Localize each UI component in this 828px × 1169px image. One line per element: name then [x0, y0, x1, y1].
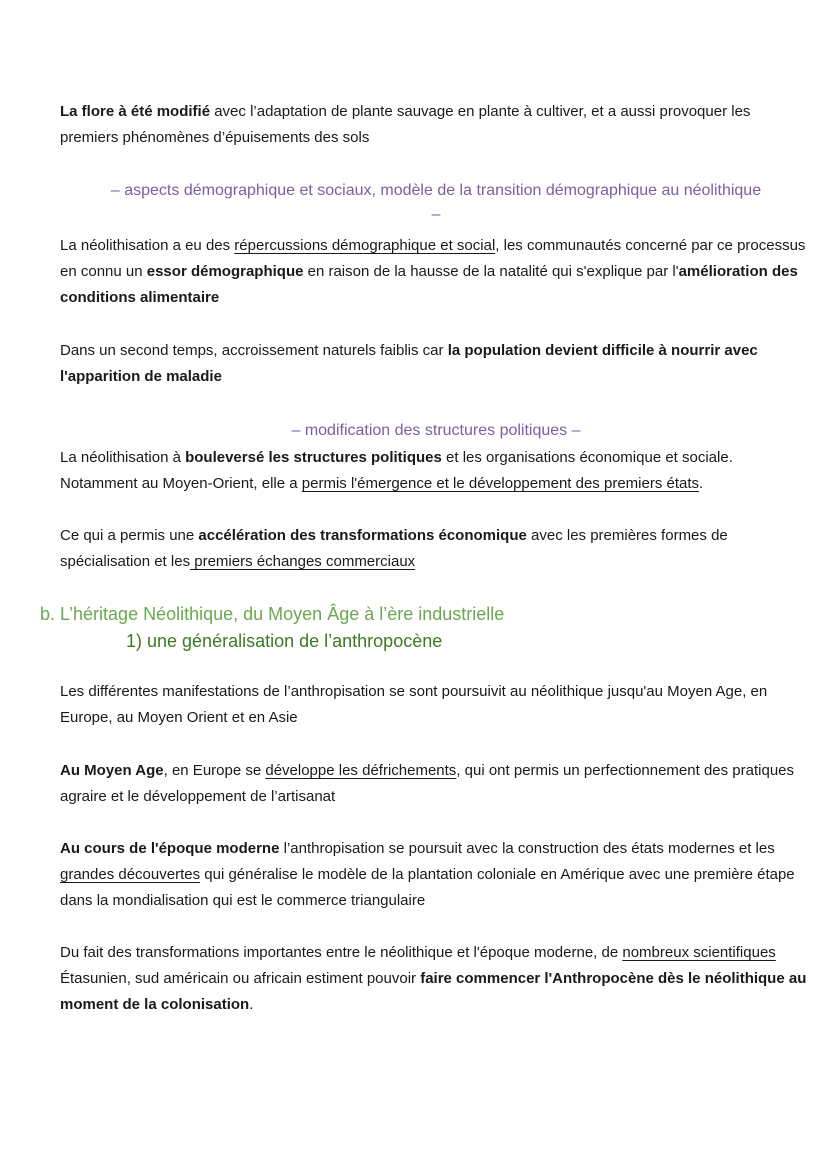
paragraph-flora	[60, 99, 812, 151]
bold-text: essor démographique	[146, 263, 304, 280]
heading-text: – aspects démographique et sociaux, modèle de la transition démographique au néolithique	[110, 182, 762, 199]
underlined-text: nombreux scientifiques	[622, 944, 776, 961]
underlined-text: permis l'émergence et le développement des premiers états	[301, 475, 700, 492]
text-span: l’anthropisation se poursuit avec la construction des états modernes et les	[279, 840, 775, 857]
bold-text: bouleversé les structures politiques	[185, 449, 442, 466]
paragraph-anthropocene-start	[60, 940, 812, 1018]
text-span: .	[249, 996, 254, 1013]
paragraph-second-phase	[60, 338, 812, 390]
underlined-text: répercussions démographique et social	[234, 237, 496, 254]
text-span: et les organisations économique et sociale. Notamment au Moyen-Orient, elle a	[60, 449, 733, 492]
text-span: Étasunien, sud américain ou africain estiment pouvoir	[60, 970, 421, 987]
text-span: en raison de la hausse de la natalité qui s'explique par l'	[303, 263, 679, 280]
heading-demographic-aspects	[60, 179, 812, 227]
text-span: Dans un second temps, accroissement naturels faiblis car	[60, 342, 448, 359]
paragraph-economic-acceleration	[60, 523, 812, 575]
text-span: Du fait des transformations importantes entre le néolithique et l'époque moderne, de	[60, 944, 623, 961]
heading-political-structures	[60, 419, 812, 443]
text-span: La néolithisation a eu des	[60, 237, 235, 254]
paragraph-modern-era	[60, 836, 812, 914]
paragraph-neolithisation-demography	[60, 233, 812, 311]
subsection-heading-1: 1) une généralisation de l’anthropocène	[126, 631, 443, 651]
text-span: .	[699, 475, 704, 492]
text-span: avec les premières formes de spécialisation et les	[60, 527, 728, 570]
underlined-text: grandes découvertes	[60, 866, 201, 883]
text-span: , qui ont permis un perfectionnement des pratiques agraire et le développement de l’artisanat	[60, 762, 795, 805]
text-span: qui généralise le modèle de la plantation coloniale en Amérique avec une première étape dans la mondialisation qui est le commerce triangulaire	[60, 866, 795, 909]
heading-text: – modification des structures politiques –	[291, 422, 581, 439]
bold-text: amélioration des conditions alimentaire	[60, 263, 798, 306]
heading-dash: –	[431, 206, 441, 223]
paragraph-political-structures	[60, 445, 812, 497]
text-span: La néolithisation à	[60, 449, 186, 466]
bold-text: accélération des transformations économique	[198, 527, 527, 544]
paragraph-middle-ages	[60, 758, 812, 810]
section-heading-b: b. L’héritage Néolithique, du Moyen Âge à l’ère industrielle	[40, 604, 505, 624]
underlined-text: premiers échanges commerciaux	[190, 553, 416, 570]
text-span: Ce qui a permis une	[60, 527, 199, 544]
bold-text: la population devient difficile à nourrir avec l'apparition de maladie	[60, 342, 758, 385]
bold-text: La flore à été modifié	[60, 103, 211, 120]
bold-text: Au cours de l'époque moderne	[60, 840, 280, 857]
bold-text: faire commencer l'Anthropocène dès le néolithique au moment de la colonisation	[60, 970, 807, 1013]
paragraph-anthropisation-continuity	[60, 679, 812, 731]
text-span: , les communautés concerné par ce processus en connu un	[60, 237, 806, 280]
text-span: avec l’adaptation de plante sauvage en plante à cultiver, et a aussi provoquer les premiers phénomènes d’épuisements des sols	[60, 103, 751, 146]
bold-text: Au Moyen Age	[60, 762, 164, 779]
underlined-text: développe les défrichements	[265, 762, 457, 779]
text-span: Les différentes manifestations de l’anthropisation se sont poursuivit au néolithique jusqu'au Moyen Age, en Europe, au Moyen Orient et en Asie	[60, 683, 768, 726]
text-span: , en Europe se	[163, 762, 266, 779]
